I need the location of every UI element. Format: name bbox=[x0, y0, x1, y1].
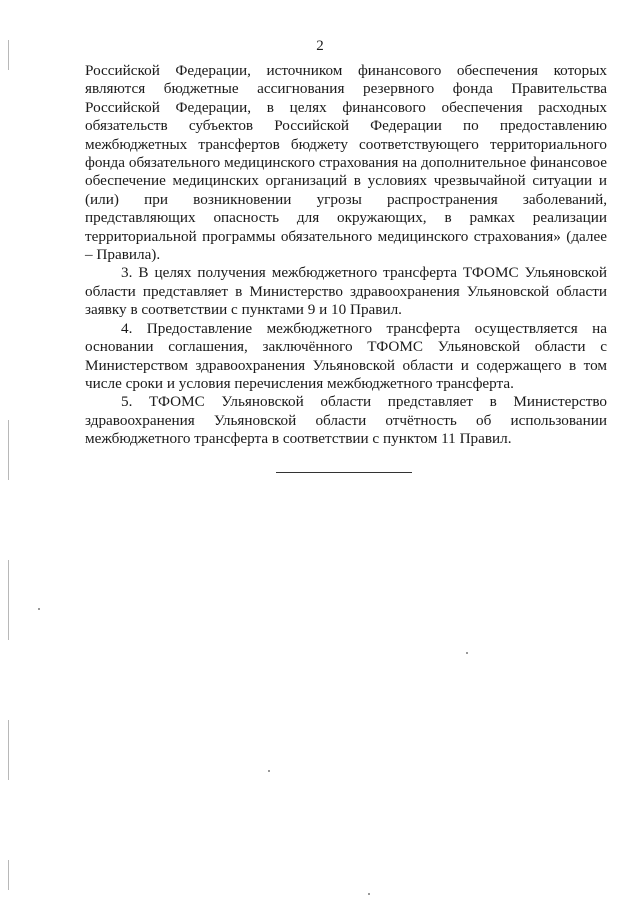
scan-edge-mark bbox=[8, 860, 9, 890]
scan-edge-mark bbox=[8, 560, 9, 640]
end-separator-line bbox=[276, 472, 412, 473]
scan-edge-mark bbox=[8, 420, 9, 480]
scan-speck bbox=[466, 652, 468, 654]
page-number: 2 bbox=[316, 38, 324, 54]
scan-speck bbox=[368, 893, 370, 895]
document-body bbox=[85, 62, 607, 449]
scan-edge-mark bbox=[8, 40, 9, 70]
paragraph-item-5: 5. ТФОМС Ульяновской области представляет в Министерство здравоохранения Ульяновской области отчётность об использовании межбюджетного трансферта в соответствии с пунктом 11 Правил. bbox=[85, 393, 607, 448]
scan-speck bbox=[268, 770, 270, 772]
scan-edge-mark bbox=[8, 720, 9, 780]
paragraph-item-4: 4. Предоставление межбюджетного трансферта осуществляется на основании соглашения, заключённого ТФОМС Ульяновской области с Министерством здравоохранения Ульяновской области и содержащего в том числе сроки и условия перечисления межбюджетного трансферта. bbox=[85, 319, 607, 392]
paragraph-continuation: Российской Федерации, источником финансового обеспечения которых являются бюджетные ассигнования резервного фонда Правительства Российской Федерации, в целях финансового обеспечения расходных обязательств субъектов Российской Федерации по предоставлению межбюджетных трансфертов бюджету соответствующего территориального фонда обязательного медицинского страхования на дополнительное финансовое обеспечение медицинских организаций в условиях чрезвычайной ситуации и (или) при возникновении угрозы распространения заболеваний, представляющих опасность для окружающих, в рамках реализации территориальной программы обязательного медицинского страхования» (далее – Правила). bbox=[85, 62, 607, 264]
scan-speck bbox=[38, 608, 40, 610]
paragraph-item-3: 3. В целях получения межбюджетного трансферта ТФОМС Ульяновской области представляет в Министерство здравоохранения Ульяновской области заявку в соответствии с пунктами 9 и 10 Правил. bbox=[85, 264, 607, 319]
